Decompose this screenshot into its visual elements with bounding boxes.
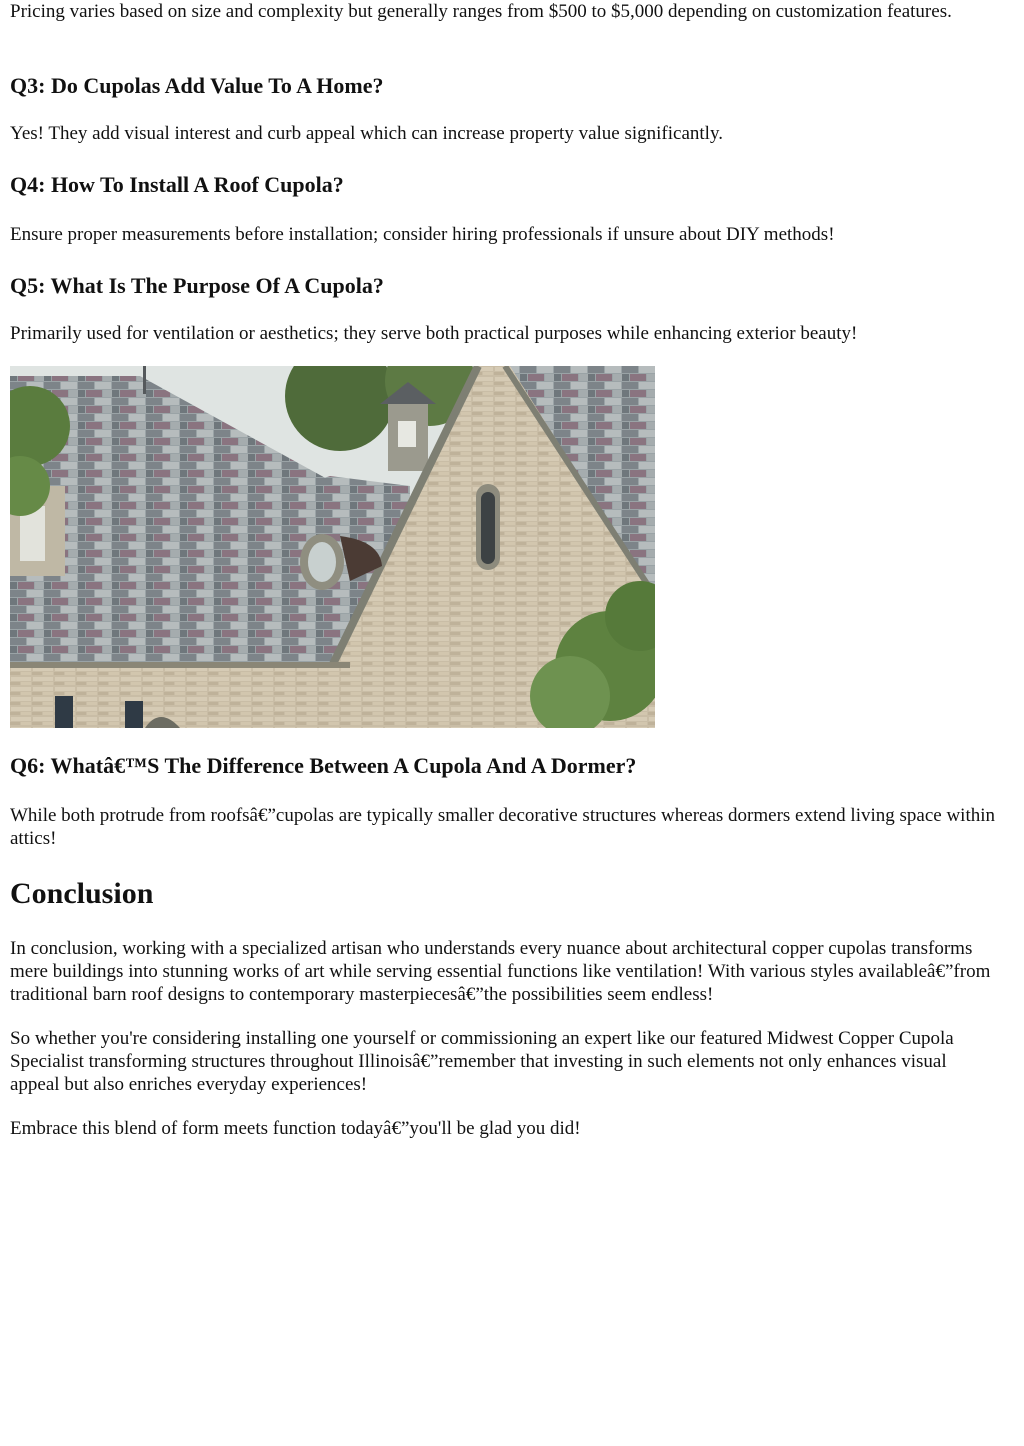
house-roof-cupola-photo	[10, 366, 655, 728]
conclusion-heading: Conclusion	[10, 877, 154, 910]
intro-paragraph: Pricing varies based on size and complexity but generally ranges from $500 to $5,000 depending on customization features.	[10, 1, 952, 22]
faq-answer-q3: Yes! They add visual interest and curb appeal which can increase property value significantly.	[10, 123, 723, 144]
conclusion-paragraph-2: So whether you're considering installing one yourself or commissioning an expert like our featured Midwest Copper Cupola Specialist transforming structures throughout Illinoisâ€”remember that investing in such elements not only enhances visual appeal but also enriches everyday experiences!	[10, 1028, 954, 1095]
faq-answer-q5: Primarily used for ventilation or aesthetics; they serve both practical purposes while enhancing exterior beauty!	[10, 323, 858, 344]
faq-question-q3: Q3: Do Cupolas Add Value To A Home?	[10, 73, 384, 98]
faq-answer-q4: Ensure proper measurements before installation; consider hiring professionals if unsure about DIY methods!	[10, 224, 835, 245]
faq-question-q6: Q6: Whatâ€™S The Difference Between A Cupola And A Dormer?	[10, 753, 637, 778]
faq-answer-q6: While both protrude from roofsâ€”cupolas are typically smaller decorative structures whereas dormers extend living space within attics!	[10, 805, 996, 849]
faq-question-q4: Q4: How To Install A Roof Cupola?	[10, 172, 344, 197]
conclusion-paragraph-1: In conclusion, working with a specialized artisan who understands every nuance about architectural copper cupolas transforms mere buildings into stunning works of art while serving essential functions like ventilation! With various styles availableâ€”from traditional barn roof designs to contemporary masterpiecesâ€”the possibilities seem endless!	[10, 938, 991, 1005]
conclusion-paragraph-3: Embrace this blend of form meets function todayâ€”you'll be glad you did!	[10, 1118, 581, 1139]
faq-question-q5: Q5: What Is The Purpose Of A Cupola?	[10, 273, 384, 298]
